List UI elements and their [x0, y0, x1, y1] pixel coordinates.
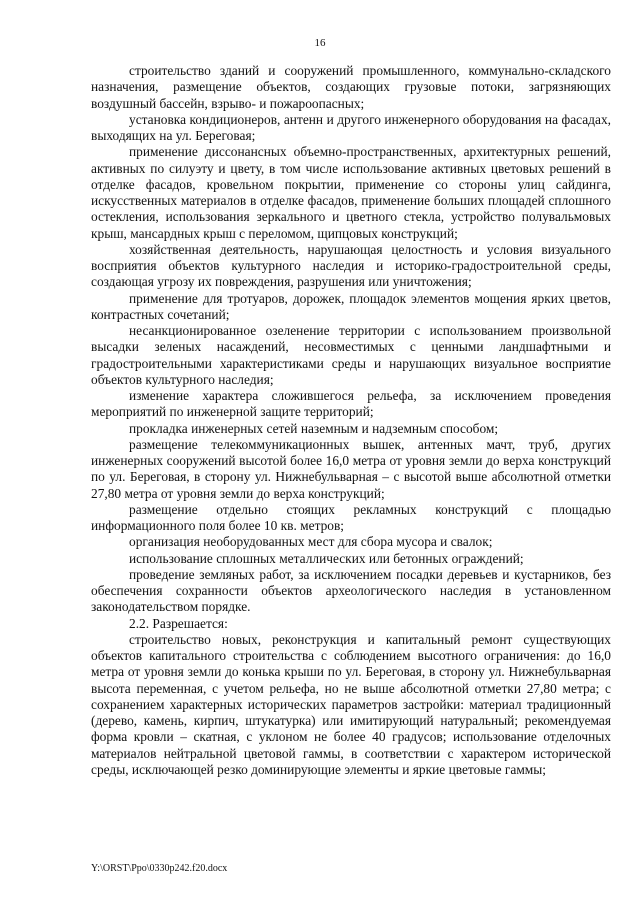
paragraph-dissonant-solutions: применение диссонансных объемно-пространственных, архитектурных решений, активных по силуэту и цвету, в том числе использование активных цветовых решений в отделке фасадов, кровельном покрытии, применение со стороны улиц сайдинга, искусственных материалов в отделке фасадов, применение больших площадей сплошного остекления, использования зеркального и цветного стекла, устройство полувальмовых крыш, мансардных крыш с переломом, щипцовых конструкций;	[91, 144, 611, 241]
footer-file-path: Y:\ORST\Ppo\0330p242.f20.docx	[91, 863, 228, 874]
paragraph-air-conditioners: установка кондиционеров, антенн и другого инженерного оборудования на фасадах, выходящих на ул. Береговая;	[91, 111, 611, 143]
paragraph-solid-fences: использование сплошных металлических или бетонных ограждений;	[129, 550, 524, 566]
paragraph-relief-change: изменение характера сложившегося рельефа, за исключением проведения мероприятий по инженерной защите территорий;	[91, 388, 611, 420]
paragraph-engineering-networks: прокладка инженерных сетей наземным и надземным способом;	[129, 420, 499, 436]
paragraph-waste-sites: организация необорудованных мест для сбора мусора и свалок;	[129, 534, 493, 550]
paragraph-industrial-construction: строительство зданий и сооружений промышленного, коммунально-складского назначения, размещение объектов, создающих грузовые потоки, загрязняющих воздушный бассейн, взрыво- и пожароопасных;	[91, 63, 611, 111]
paragraph-telecom-towers: размещение телекоммуникационных вышек, антенных мачт, труб, других инженерных сооружений высотой более 16,0 метра от уровня земли до верха конструкций по ул. Береговая, в сторону ул. Нижнебульварная – с высотой выше абсолютной отметки 27,80 метра от уровня земли до верха конструкций;	[91, 436, 611, 501]
paragraph-advertising: размещение отдельно стоящих рекламных конструкций с площадью информационного поля более 10 кв. метров;	[91, 501, 611, 533]
paragraph-economic-activity: хозяйственная деятельность, нарушающая целостность и условия визуального восприятия объектов культурного наследия и историко-градостроительной среды, создающая угрозу их повреждения, разрушения или уничтожения;	[91, 241, 611, 290]
section-heading-allowed: 2.2. Разрешается:	[129, 615, 228, 631]
page-number: 16	[314, 37, 326, 49]
document-body	[91, 63, 611, 778]
paragraph-unauthorized-greening: несанкционированное озеленение территории с использованием произвольной высадки зеленых насаждений, несовместимых с ценными ландшафтными и градостроительными характеристиками среды и нарушающих визуальное восприятие объектов культурного наследия;	[91, 323, 611, 387]
paragraph-earthworks: проведение земляных работ, за исключением посадки деревьев и кустарников, без обеспечения сохранности объектов археологического наследия в установленном законодательством порядке.	[91, 566, 611, 615]
paragraph-new-construction: строительство новых, реконструкция и капитальный ремонт существующих объектов капитального строительства с соблюдением высотного ограничения: до 16,0 метра от уровня земли до конька крыши по ул. Береговая, в сторону ул. Нижнебульварная высота переменная, с учетом рельефа, но не выше абсолютной отметки 27,80 метра; с сохранением характерных исторических параметров застройки: материал традиционный (дерево, камень, кирпич, штукатурка) или имитирующий натуральный; рекомендуемая форма кровли – скатная, с уклоном не более 40 градусов; использование отделочных материалов нейтральной цветовой гаммы, в соответствии с характером исторической среды, исключающей резко доминирующие элементы и яркие цветовые гаммы;	[91, 631, 611, 777]
paragraph-paving-colors: применение для тротуаров, дорожек, площадок элементов мощения ярких цветов, контрастных сочетаний;	[91, 290, 611, 322]
